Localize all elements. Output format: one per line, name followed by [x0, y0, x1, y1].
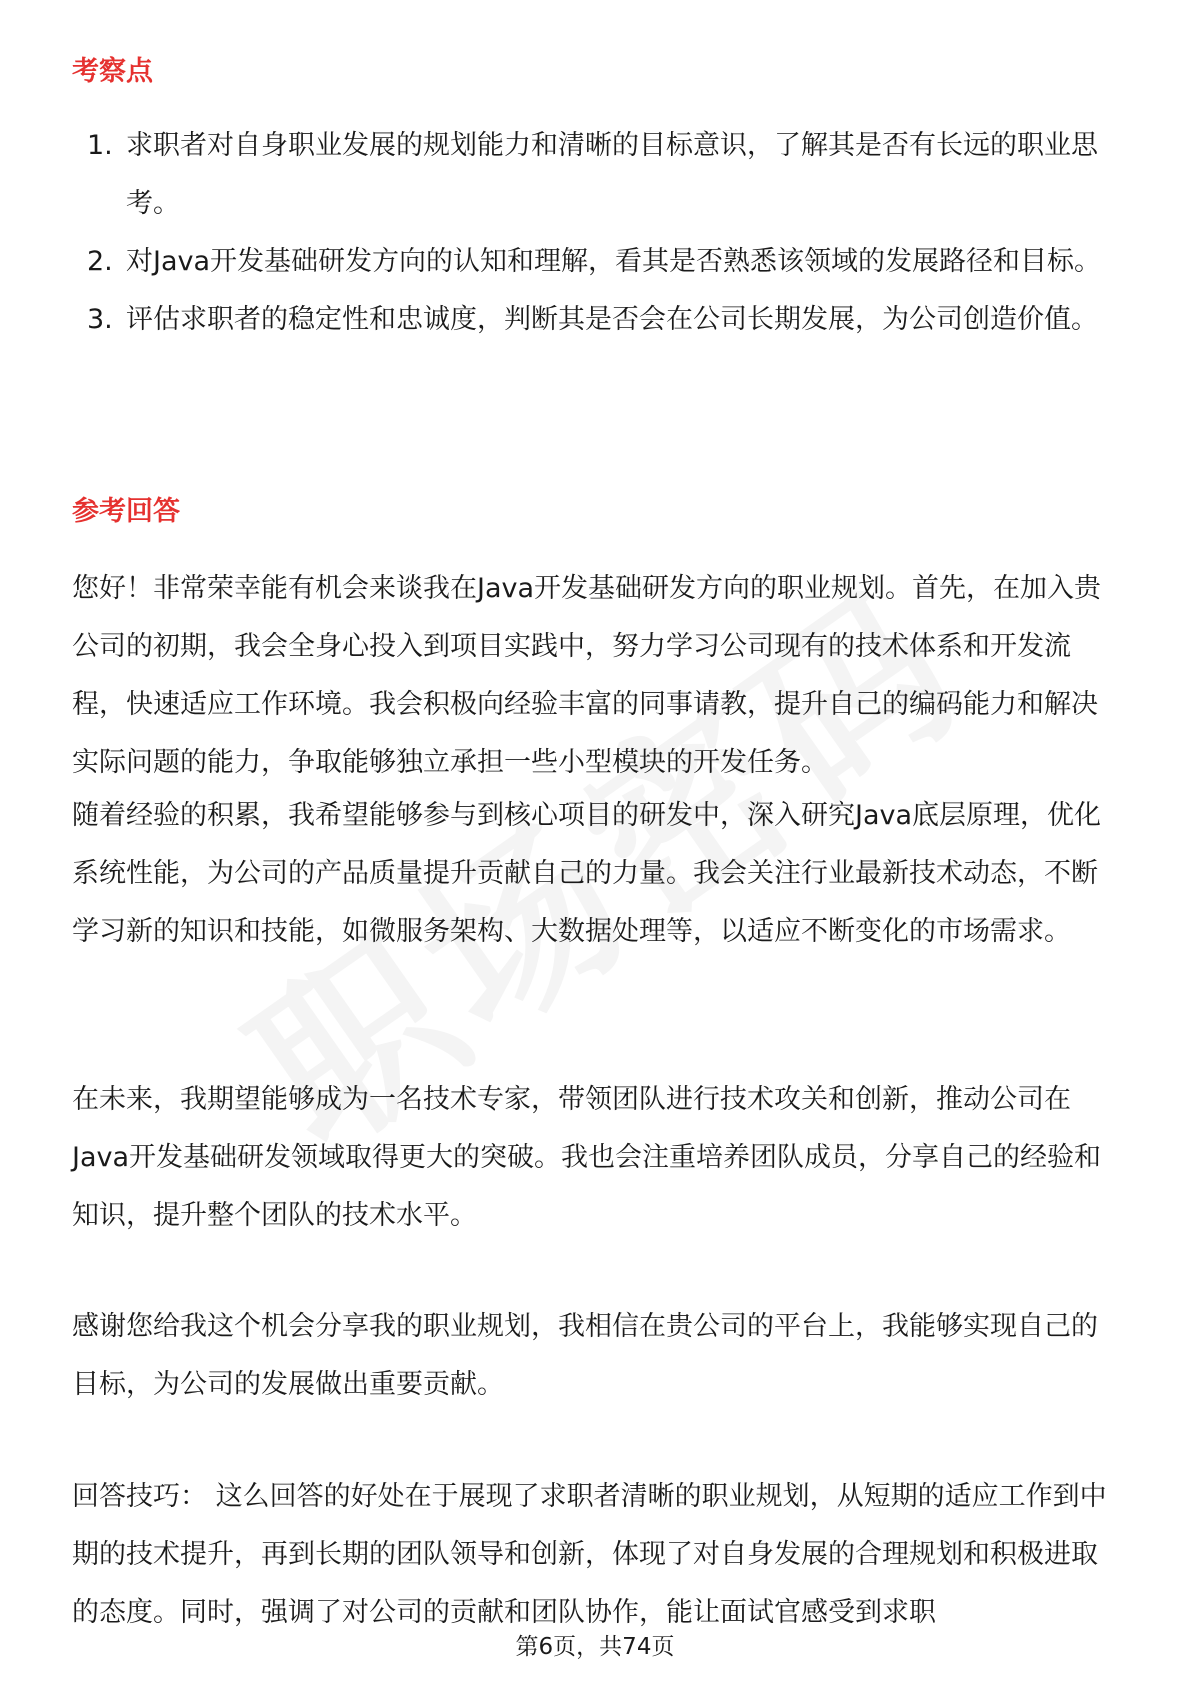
- section-title-answer: 参考回答: [72, 496, 180, 527]
- answer-paragraph: 您好！非常荣幸能有机会来谈我在Java开发基础研发方向的职业规划。首先，在加入贵公司的初期，我会全身心投入到项目实践中，努力学习公司现有的技术体系和开发流程，快速适应工作环境。我会积极向经验丰富的同事请教，提升自己的编码能力和解决实际问题的能力，争取能够独立承担一些小型模块的开发任务。: [72, 573, 1102, 778]
- page-indicator: 第6页，共74页: [515, 1634, 675, 1660]
- list-number: 3.: [87, 304, 113, 335]
- answer-tips-paragraph: 回答技巧： 这么回答的好处在于展现了求职者清晰的职业规划，从短期的适应工作到中期的技术提升，再到长期的团队领导和创新，体现了对自身发展的合理规划和积极进取的态度。同时，强调了对公司的贡献和团队协作，能让面试官感受到求职: [72, 1481, 1107, 1628]
- answer-paragraph: 在未来，我期望能够成为一名技术专家，带领团队进行技术攻关和创新，推动公司在Java开发基础研发领域取得更大的突破。我也会注重培养团队成员，分享自己的经验和知识，提升整个团队的技术水平。: [72, 1084, 1102, 1231]
- list-item: [72, 117, 1122, 233]
- list-item-text: 评估求职者的稳定性和忠诚度，判断其是否会在公司长期发展，为公司创造价值。: [126, 304, 1098, 335]
- list-number: 1.: [87, 130, 113, 161]
- list-item: [72, 233, 1122, 291]
- answer-paragraph: 感谢您给我这个机会分享我的职业规划，我相信在贵公司的平台上，我能够实现自己的目标，为公司的发展做出重要贡献。: [72, 1311, 1098, 1400]
- answer-paragraph: 随着经验的积累，我希望能够参与到核心项目的研发中，深入研究Java底层原理，优化系统性能，为公司的产品质量提升贡献自己的力量。我会关注行业最新技术动态，不断学习新的知识和技能，如微服务架构、大数据处理等，以适应不断变化的市场需求。: [72, 800, 1102, 947]
- section-title-focus: 考察点: [72, 56, 153, 87]
- list-item: [72, 291, 1122, 349]
- list-item-text: 对Java开发基础研发方向的认知和理解，看其是否熟悉该领域的发展路径和目标。: [126, 246, 1102, 277]
- list-item-text: 求职者对自身职业发展的规划能力和清晰的目标意识，了解其是否有长远的职业思考。: [126, 130, 1098, 219]
- focus-points-list: [72, 117, 1122, 349]
- list-number: 2.: [87, 246, 113, 277]
